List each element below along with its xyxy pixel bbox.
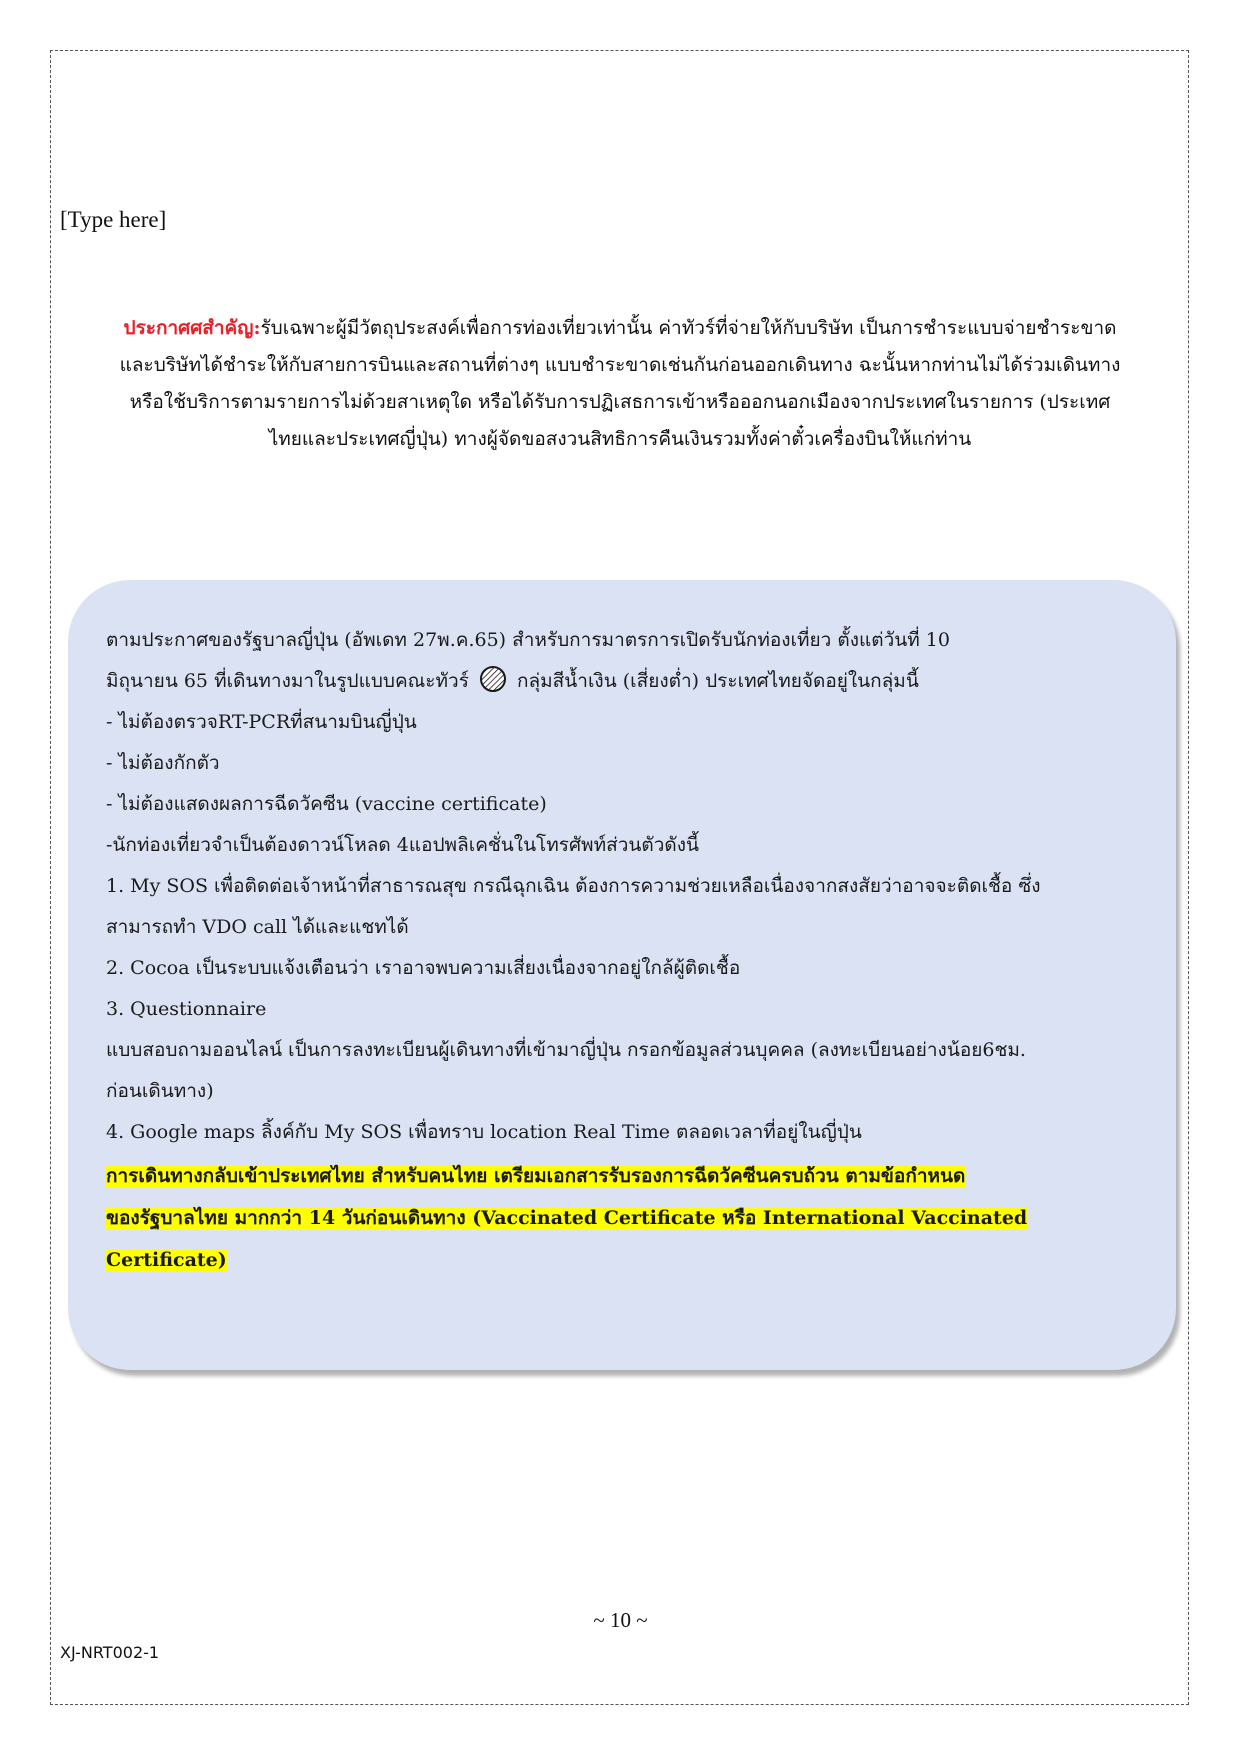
- app-questionnaire-title: 3. Questionnaire: [106, 998, 267, 1020]
- intro-line-1: ตามประกาศของรัฐบาลญี่ปุ่น (อัพเดท 27พ.ค.65) สำหรับการมาตรการเปิดรับนักท่องเที่ยว ตั้งแต่วันที่ 10: [106, 629, 950, 651]
- blue-zone-icon: [479, 665, 507, 693]
- notice-line-1: [60, 310, 1180, 347]
- app-my-sos-line-2: สามารถทำ VDO call ได้และแชทได้: [106, 916, 409, 938]
- app-questionnaire-line-2: ก่อนเดินทาง): [106, 1080, 214, 1102]
- intro-line-2: [106, 661, 1146, 702]
- bullet-no-vaccine-certificate: - ไม่ต้องแสดงผลการฉีดวัคซีน (vaccine certificate): [106, 793, 547, 815]
- notice-line-2: และบริษัทได้ชำระให้กับสายการบินและสถานที่ต่างๆ แบบชำระขาดเช่นกันก่อนออกเดินทาง ฉะนั้นหากท่านไม่ได้ร่วมเดินทาง: [119, 354, 1121, 376]
- header-placeholder: [Type here]: [60, 207, 167, 232]
- notice-label: ประกาศศสำคัญ:: [123, 317, 261, 339]
- intro-line-2-before: มิถุนายน 65 ที่เดินทางมาในรูปแบบคณะทัวร์: [106, 670, 469, 692]
- covid-info-box: [68, 580, 1176, 1370]
- notice-text-1: รับเฉพาะผู้มีวัตถุประสงค์เพื่อการท่องเที่ยวเท่านั้น ค่าทัวร์ที่จ่ายให้กับบริษัท เป็นการชำระแบบจ่ายชำระขาด: [260, 317, 1117, 339]
- info-content: [106, 620, 1146, 1281]
- notice-line-3: หรือใช้บริการตามรายการไม่ด้วยสาเหตุใด หรือได้รับการปฏิเสธการเข้าหรือออกนอกเมืองจากประเทศในรายการ (ประเทศ: [129, 391, 1111, 413]
- notice-line-4: ไทยและประเทศญี่ปุ่น) ทางผู้จัดขอสงวนสิทธิการคืนเงินรวมทั้งค่าตั๋วเครื่องบินให้แก่ท่าน: [268, 428, 972, 450]
- app-questionnaire-line-1: แบบสอบถามออนไลน์ เป็นการลงทะเบียนผู้เดินทางที่เข้ามาญี่ปุ่น กรอกข้อมูลส่วนบุคคล (ลงทะเบียนอย่างน้อย6ชม.: [106, 1039, 1026, 1061]
- highlight-line-3: Certificate): [106, 1249, 227, 1271]
- important-notice: [60, 310, 1180, 458]
- highlight-line-2: ของรัฐบาลไทย มากกว่า 14 วันก่อนเดินทาง (Vaccinated Certificate หรือ International Vaccinated: [106, 1207, 1028, 1229]
- bullet-download-apps: -นักท่องเที่ยวจำเป็นต้องดาวน์โหลด 4แอปพลิเคชั่นในโทรศัพท์ส่วนตัวดังนี้: [106, 834, 699, 856]
- page-number: ~ 10 ~: [593, 1608, 648, 1632]
- app-my-sos-line-1: 1. My SOS เพื่อติดต่อเจ้าหน้าที่สาธารณสุข กรณีฉุกเฉิน ต้องการความช่วยเหลือเนื่องจากสงสัยว่าอาจจะติดเชื้อ ซึ่ง: [106, 875, 1041, 897]
- return-to-thailand-notice: [106, 1155, 1146, 1281]
- highlight-line-1: การเดินทางกลับเข้าประเทศไทย สำหรับคนไทย เตรียมเอกสารรับรองการฉีดวัคซีนครบถ้วน ตามข้อกำหนด: [106, 1165, 966, 1187]
- app-google-maps: 4. Google maps ลิ้งค์กับ My SOS เพื่อทราบ location Real Time ตลอดเวลาที่อยู่ในญี่ปุ่น: [106, 1121, 862, 1143]
- bullet-no-rt-pcr: - ไม่ต้องตรวจRT-PCRที่สนามบินญี่ปุ่น: [106, 711, 417, 733]
- intro-line-2-after: กลุ่มสีน้ำเงิน (เสี่ยงต่ำ) ประเทศไทยจัดอยู่ในกลุ่มนี้: [517, 670, 919, 692]
- bullet-no-quarantine: - ไม่ต้องกักตัว: [106, 752, 220, 774]
- document-code: XJ-NRT002-1: [60, 1643, 160, 1662]
- app-cocoa: 2. Cocoa เป็นระบบแจ้งเตือนว่า เราอาจพบความเสี่ยงเนื่องจากอยู่ใกล้ผู้ติดเชื้อ: [106, 957, 741, 979]
